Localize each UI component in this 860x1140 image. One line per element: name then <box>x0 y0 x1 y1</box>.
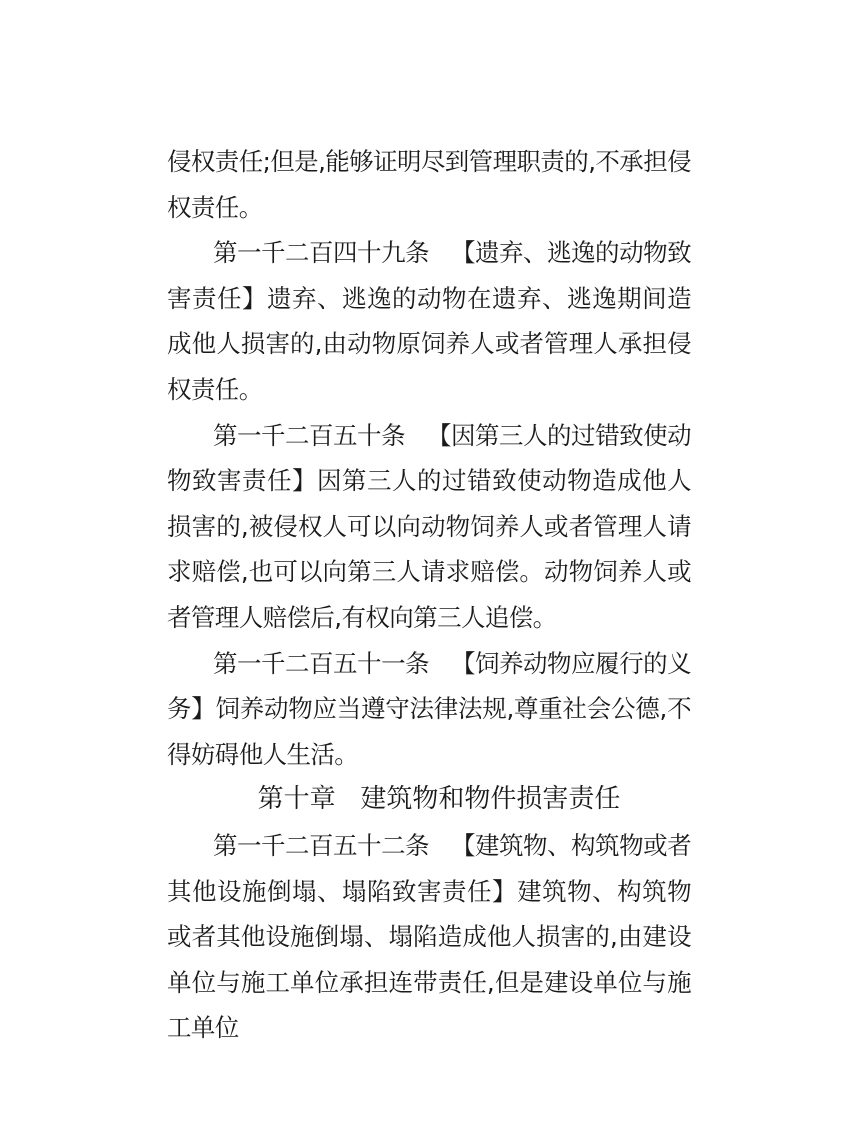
article-number: 第一千二百四十九条 <box>213 238 430 268</box>
chapter-title: 建筑物和物件损害责任 <box>360 784 621 815</box>
article-title: 【饲养动物应履行的义务】 <box>167 648 691 724</box>
article-number: 第一千二百五十一条 <box>213 648 430 678</box>
continuation-paragraph: 侵权责任;但是,能够证明尽到管理职责的,不承担侵权责任。 <box>167 147 691 222</box>
article-1249 <box>167 230 691 412</box>
article-number: 第一千二百五十二条 <box>213 830 430 860</box>
article-title: 【建筑物、构筑物或者其他设施倒塌、塌陷致害责任】 <box>167 830 691 906</box>
chapter-heading <box>167 777 691 823</box>
article-number: 第一千二百五十条 <box>213 420 406 450</box>
article-1250 <box>167 413 691 641</box>
article-1251 <box>167 641 691 778</box>
document-body <box>167 139 691 1051</box>
article-body: 饲养动物应当遵守法律法规,尊重社会公德,不得妨碍他人生活。 <box>167 694 691 769</box>
article-title: 【遗弃、逃逸的动物致害责任】 <box>167 238 691 313</box>
article-title: 【因第三人的过错致使动物致害责任】 <box>167 420 692 496</box>
article-body: 遗弃、逃逸的动物在遗弃、逃逸期间造成他人损害的,由动物原饲养人或者管理人承担侵权责任。 <box>167 283 691 404</box>
article-body: 建筑物、构筑物或者其他设施倒塌、塌陷造成他人损害的,由建设单位与施工单位承担连带责任,但是建设单位与施工单位 <box>167 876 691 1043</box>
article-1252 <box>167 823 691 1051</box>
chapter-number: 第十章 <box>257 784 336 815</box>
article-body: 因第三人的过错致使动物造成他人损害的,被侵权人可以向动物饲养人或者管理人请求赔偿,也可以向第三人请求赔偿。动物饲养人或者管理人赔偿后,有权向第三人追偿。 <box>167 466 691 632</box>
